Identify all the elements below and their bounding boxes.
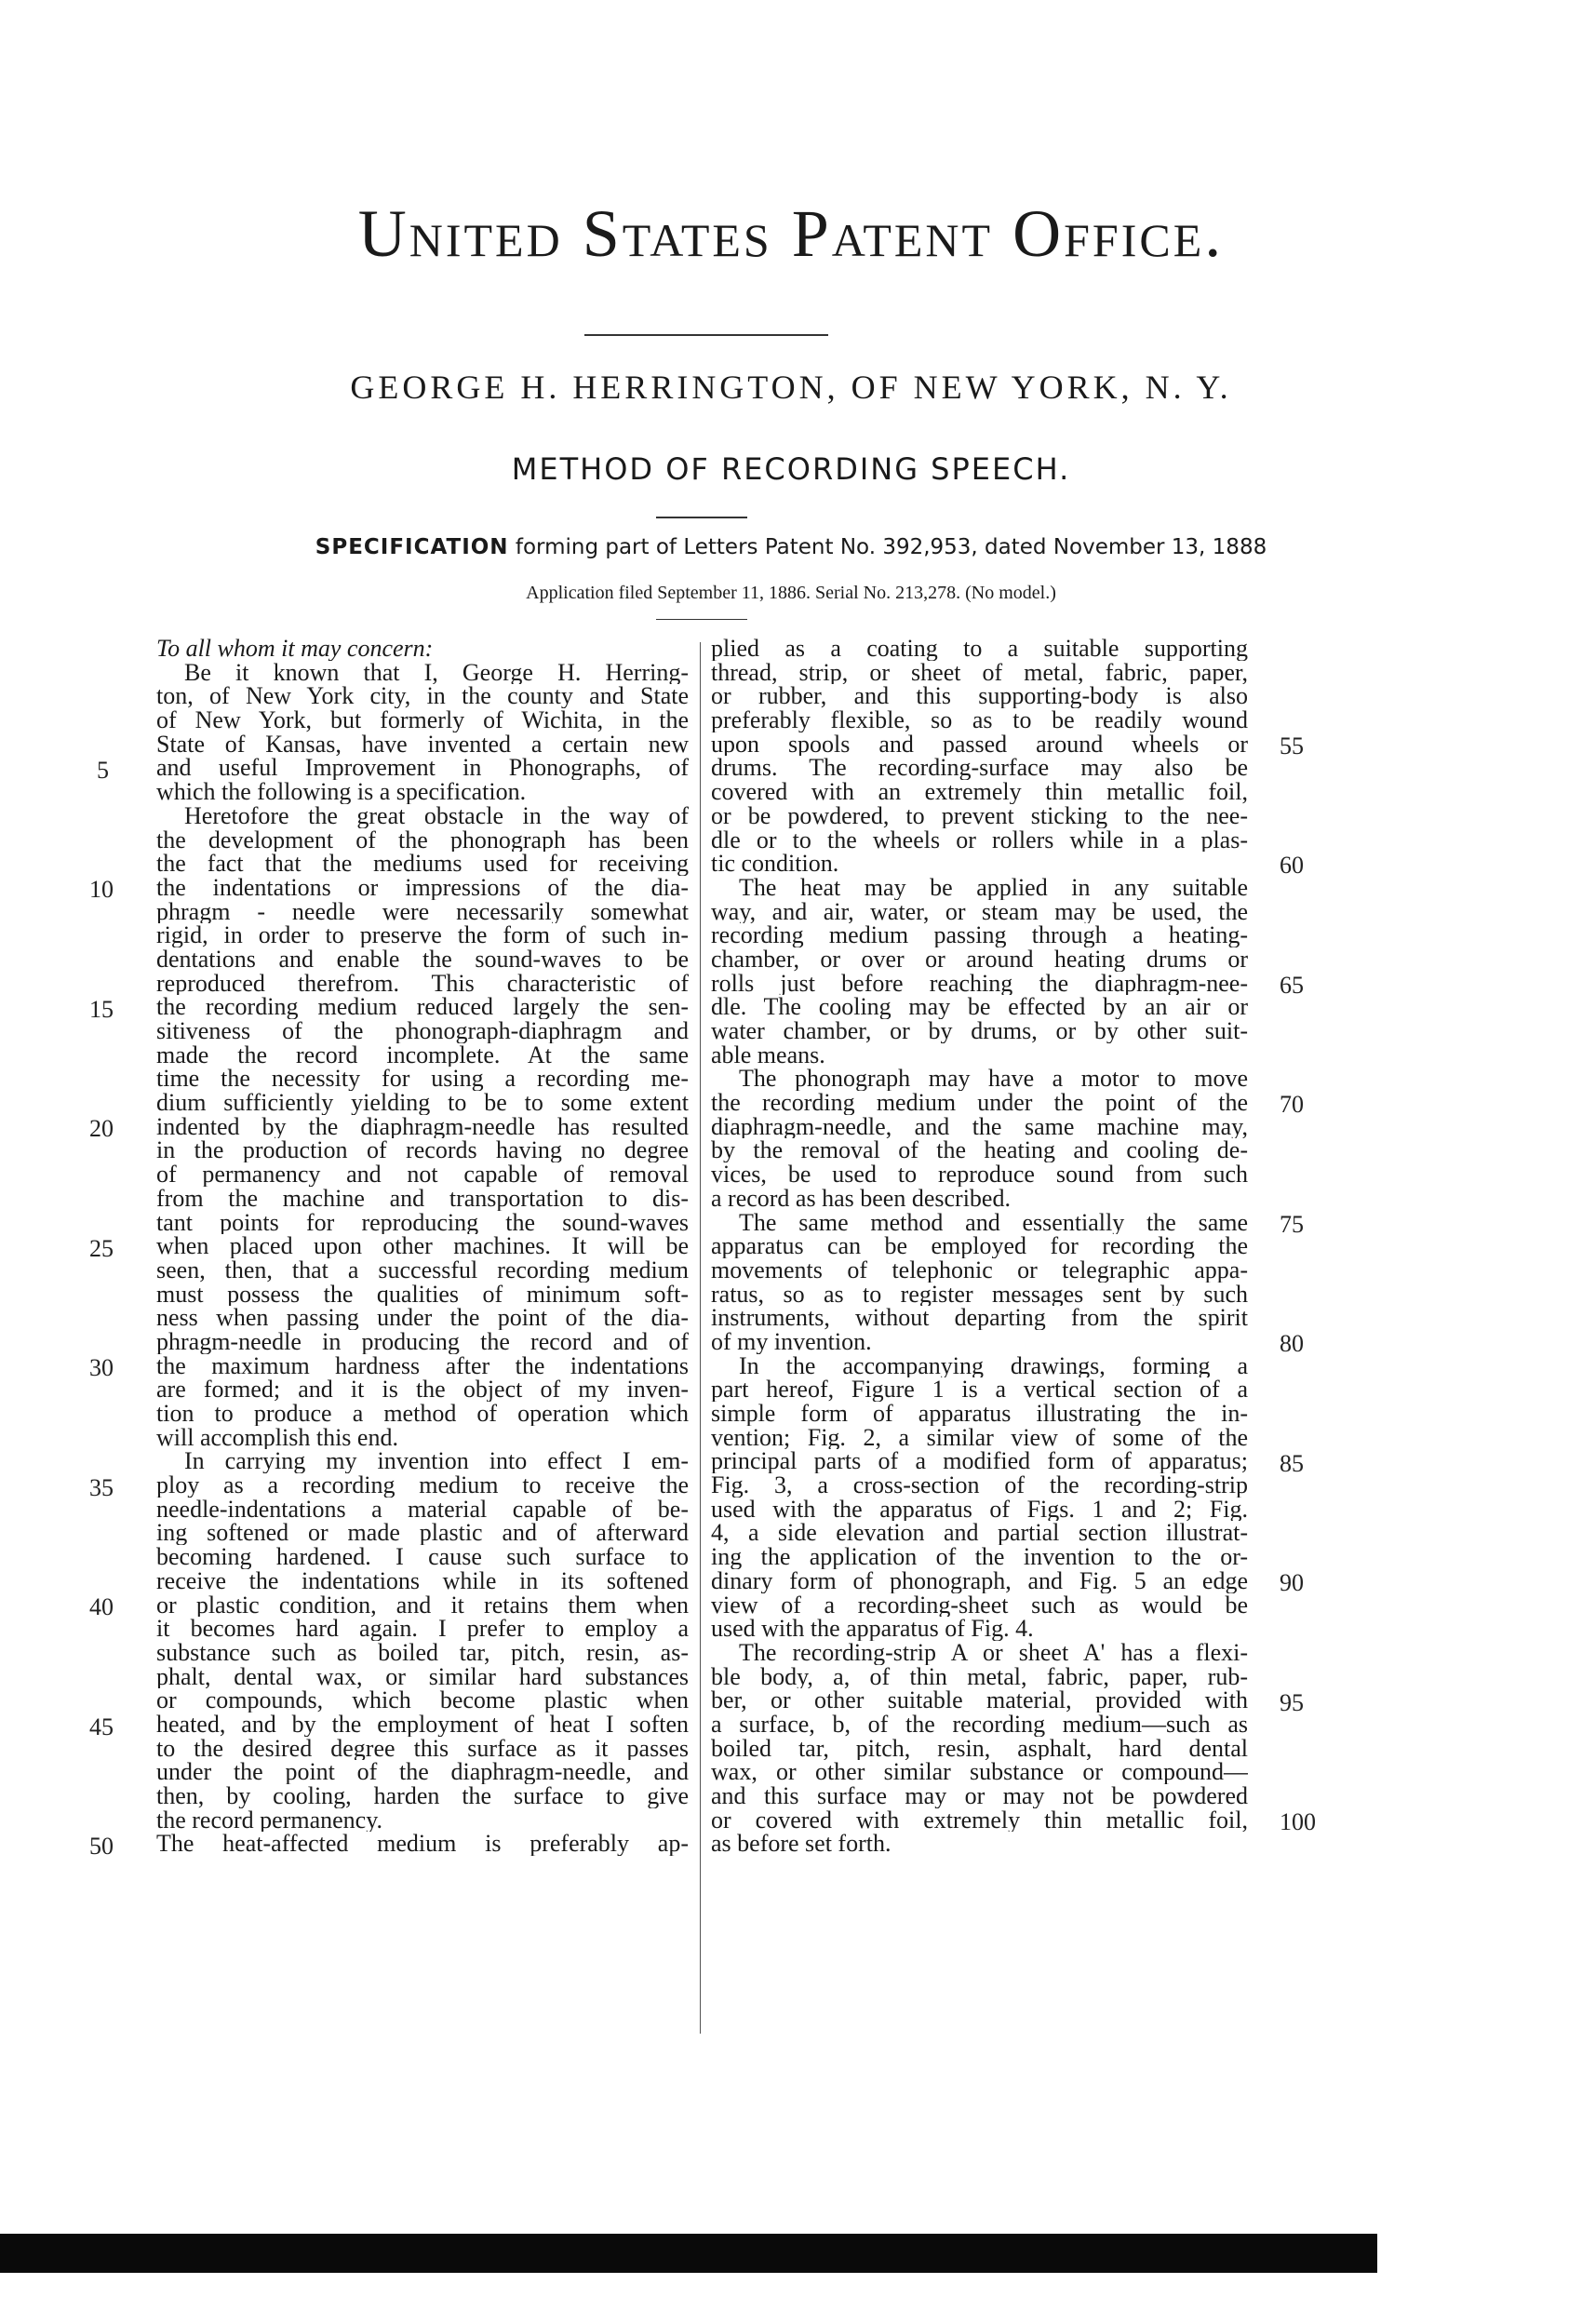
right-line: vention; Fig. 2, a similar view of some of the [711,1425,1248,1450]
bottom-scan-bar [0,2234,1377,2273]
left-line: it becomes hard again. I prefer to employ a [156,1617,689,1641]
left-line: to the desired degree this surface as it passes [156,1736,689,1761]
margin-line-number: 5 [97,756,109,784]
right-line: tic condition. [711,852,839,876]
left-line: rigid, in order to preserve the form of such in- [156,923,689,947]
right-line: vices, be used to reproduce sound from such [711,1162,1248,1187]
left-line: will accomplish this end. [156,1425,398,1450]
right-line: a surface, b, of the recording medium—such as [711,1712,1248,1737]
left-line: indented by the diaphragm-needle has resulted [156,1114,689,1139]
right-line: ble body, a, of thin metal, fabric, paper, rub- [711,1664,1248,1689]
left-line: In carrying my invention into effect I em- [184,1449,689,1474]
right-line: dle. The cooling may be effected by an air or [711,995,1248,1019]
right-line: by the removal of the heating and cooling de- [711,1138,1248,1163]
right-line: able means. [711,1042,825,1068]
right-line: wax, or other similar substance or compound— [711,1760,1248,1784]
right-line: and this surface may or may not be powdered [711,1784,1248,1808]
margin-line-number: 95 [1280,1688,1304,1716]
left-line: Be it known that I, George H. Herring- [184,660,689,685]
left-line: which the following is a specification. [156,780,527,804]
left-line: seen, then, that a successful recording medium [156,1257,689,1283]
right-line: apparatus can be employed for recording the [711,1234,1248,1258]
right-line: instruments, without departing from the spirit [711,1306,1248,1330]
left-line: phalt, dental wax, or similar hard substances [156,1664,689,1689]
left-line: made the record incomplete. At the same [156,1042,689,1068]
left-line: ness when passing under the point of the dia- [156,1306,689,1330]
salutation: To all whom it may concern: [156,637,434,661]
right-line: plied as a coating to a suitable supporting [711,637,1248,661]
right-line: dinary form of phonograph, and Fig. 5 an edge [711,1568,1248,1593]
right-line: a record as has been described. [711,1186,1011,1211]
margin-line-number: 45 [89,1713,114,1740]
right-line: rolls just before reaching the diaphragm-nee- [711,971,1248,996]
left-line: when placed upon other machines. It will be [156,1234,689,1258]
right-line: The same method and essentially the same [739,1210,1248,1235]
right-line: The heat may be applied in any suitable [739,875,1248,900]
left-line: from the machine and transportation to dis- [156,1186,689,1211]
office-title: United States Patent Office. [357,196,1225,271]
right-line: Fig. 3, a cross-section of the recording-strip [711,1473,1248,1498]
right-line: In the accompanying drawings, forming a [739,1353,1248,1378]
left-line: phragm - needle were necessarily somewhat [156,899,689,924]
left-line: or plastic condition, and it retains them when [156,1592,689,1618]
margin-line-number: 90 [1280,1569,1304,1597]
right-line: water chamber, or by drums, or by other suit- [711,1019,1248,1043]
right-line: used with the apparatus of Fig. 4. [711,1617,1034,1641]
left-line: the indentations or impressions of the dia- [156,875,689,900]
margin-line-number: 50 [89,1833,114,1860]
left-line: substance such as boiled tar, pitch, resin, as- [156,1640,689,1665]
margin-line-number: 80 [1280,1330,1304,1358]
left-line: ton, of New York city, in the county and State [156,684,689,709]
right-line: or covered with extremely thin metallic foil, [711,1807,1248,1833]
right-column [711,637,1248,1856]
left-line: becoming hardened. I cause such surface to [156,1545,689,1569]
right-line: 4, a side elevation and partial section illustrat- [711,1521,1248,1546]
right-line: way, and air, water, or steam may be used, the [711,899,1248,924]
right-line: principal parts of a modified form of apparatus; [711,1449,1248,1474]
margin-line-number: 20 [89,1115,114,1142]
left-line: Heretofore the great obstacle in the way of [184,803,689,828]
left-line: State of Kansas, have invented a certain new [156,732,689,757]
margin-line-number: 60 [1280,852,1304,880]
left-line: ing softened or made plastic and of afterward [156,1521,689,1546]
left-line: heated, and by the employment of heat I soften [156,1712,689,1737]
left-line: or compounds, which become plastic when [156,1688,689,1713]
margin-line-number: 30 [89,1354,114,1381]
right-line: thread, strip, or sheet of metal, fabric, paper, [711,660,1248,685]
inventor-line: GEORGE H. HERRINGTON, OF NEW YORK, N. Y. [350,369,1232,406]
left-line: are formed; and it is the object of my inven- [156,1377,689,1402]
right-line: or rubber, and this supporting-body is also [711,684,1248,709]
invention-title: METHOD OF RECORDING SPEECH. [511,451,1071,487]
margin-line-number: 70 [1280,1091,1304,1119]
right-line: The recording-strip A or sheet A' has a flexi- [739,1640,1248,1665]
right-line: the recording medium under the point of the [711,1091,1248,1115]
left-line: the maximum hardness after the indentations [156,1353,689,1378]
left-line: needle-indentations a material capable of be- [156,1497,689,1522]
left-line: and useful Improvement in Phonographs, of [156,756,689,781]
right-line: view of a recording-sheet such as would be [711,1592,1248,1618]
margin-line-number: 35 [89,1473,114,1501]
right-line: as before set forth. [711,1832,892,1857]
left-line: time the necessity for using a recording me- [156,1067,689,1092]
left-lines [156,661,689,1856]
left-line: dentations and enable the sound-waves to be [156,947,689,972]
right-line: movements of telephonic or telegraphic appa- [711,1257,1248,1283]
left-line: sitiveness of the phonograph-diaphragm and [156,1019,689,1043]
margin-line-number: 65 [1280,971,1304,999]
margin-line-number: 25 [89,1234,114,1262]
left-line: the fact that the mediums used for receiving [156,852,689,876]
right-line: ing the application of the invention to the or- [711,1545,1248,1569]
margin-line-number: 100 [1280,1808,1316,1836]
right-line: part hereof, Figure 1 is a vertical section of a [711,1377,1248,1402]
specification-word: SPECIFICATION [315,535,509,559]
left-line: ploy as a recording medium to receive the [156,1473,689,1498]
left-line: reproduced therefrom. This characteristic of [156,971,689,996]
right-line: diaphragm-needle, and the same machine may, [711,1114,1248,1139]
left-line: the development of the phonograph has been [156,827,689,853]
right-line: of my invention. [711,1329,872,1354]
right-line: drums. The recording-surface may also be [711,756,1248,781]
right-line: recording medium passing through a heating- [711,923,1248,947]
left-line: the record permanency. [156,1807,383,1833]
column-divider [700,642,701,2034]
left-line: then, by cooling, harden the surface to give [156,1784,689,1808]
right-line: chamber, or over or around heating drums or [711,947,1248,972]
left-column [156,637,689,1856]
application-rule [656,619,747,620]
margin-line-number: 15 [89,995,114,1023]
margin-line-number: 75 [1280,1210,1304,1238]
right-line: or be powdered, to prevent sticking to the nee- [711,803,1248,828]
margin-line-number: 40 [89,1593,114,1620]
right-line: preferably flexible, so as to be readily wound [711,708,1248,732]
right-line: ber, or other suitable material, provided with [711,1688,1248,1713]
left-line: tant points for reproducing the sound-waves [156,1210,689,1235]
left-line: in the production of records having no degree [156,1138,689,1163]
margin-line-number: 10 [89,876,114,903]
right-line: dle or to the wheels or rollers while in a plas- [711,827,1248,853]
right-line: simple form of apparatus illustrating the in- [711,1402,1248,1426]
right-line: boiled tar, pitch, resin, asphalt, hard dental [711,1736,1248,1761]
left-line: under the point of the diaphragm-needle, and [156,1760,689,1784]
margin-line-number: 85 [1280,1449,1304,1477]
right-line: The phonograph may have a motor to move [739,1067,1248,1092]
right-line: ratus, so as to register messages sent by such [711,1282,1248,1307]
right-line: upon spools and passed around wheels or [711,732,1248,757]
title-rule [584,334,828,336]
margin-line-number: 55 [1280,732,1304,759]
left-line: of New York, but formerly of Wichita, in the [156,708,689,732]
right-lines [711,637,1248,1856]
left-line: receive the indentations while in its softened [156,1568,689,1593]
specification-line [140,535,1442,559]
specification-rest: forming part of Letters Patent No. 392,953, dated November 13, 1888 [515,535,1267,559]
right-line: used with the apparatus of Figs. 1 and 2; Fig. [711,1497,1248,1522]
right-line: covered with an extremely thin metallic foil, [711,780,1248,804]
left-line: tion to produce a method of operation which [156,1402,689,1426]
left-line: must possess the qualities of minimum soft- [156,1282,689,1307]
title-rule-2 [656,517,747,518]
application-line: Application filed September 11, 1886. Serial No. 213,278. (No model.) [526,583,1056,603]
left-line: dium sufficiently yielding to be to some extent [156,1091,689,1115]
left-line: phragm-needle in producing the record and of [156,1329,689,1354]
left-line: of permanency and not capable of removal [156,1162,689,1187]
left-line: the recording medium reduced largely the sen- [156,995,689,1019]
left-line: The heat-affected medium is preferably ap- [156,1832,689,1857]
